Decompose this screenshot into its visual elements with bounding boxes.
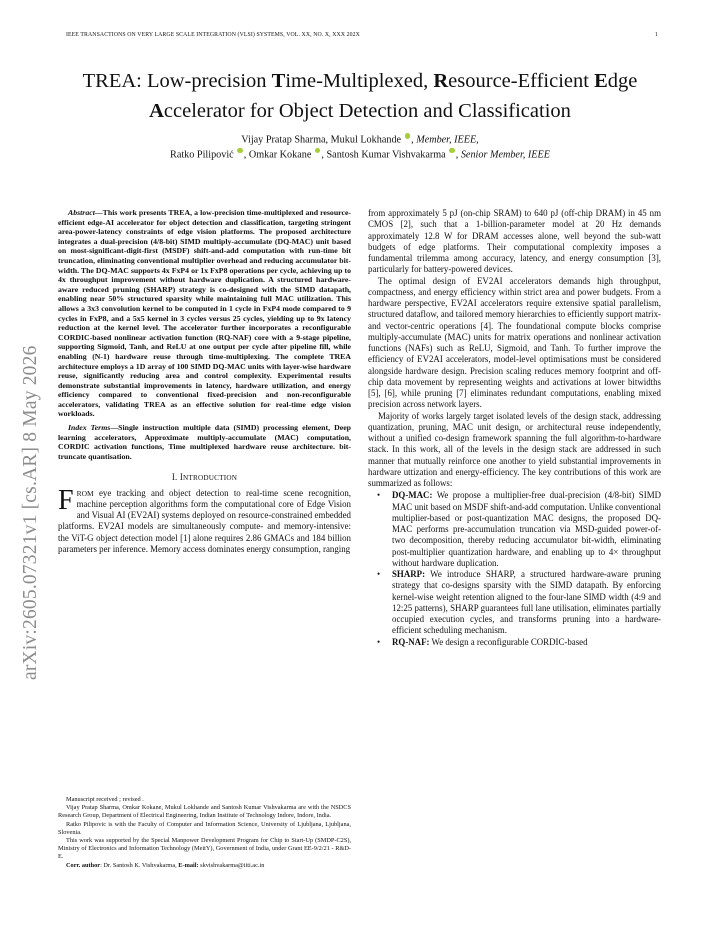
contributions-list (368, 490, 661, 648)
drop-cap: F (58, 484, 74, 516)
orcid-icon[interactable] (449, 148, 455, 154)
footnotes (58, 796, 351, 870)
orcid-icon[interactable] (405, 133, 411, 139)
abstract: Abstract—This work presents TREA, a low-precision time-multiplexed and resource-efficient edge-AI accelerator for object detection and classification, targeting stringent area-power-latency constraints of edge vision platforms. The proposed architecture integrates a dual-precision (4/8-bit) SIMD multiply-accumulate (DQ-MAC) unit based on most-significant-digit-first (MSDF) shift-and-add computation with run-time bit truncation, eliminating conventional multiplier overhead and reducing accumulator bit-width. The DQ-MAC supports 4x FxP4 or 1x FxP8 operations per cycle, achieving up to 4x throughput improvement without hardware duplication. A structured hardware-aware reduced pruning (SHARP) strategy is co-designed with the SIMD datapath, enabling near 50% structured sparsity while maintaining full MAC utilization. This allows a 3x3 convolution kernel to be computed in 1 cycle in FxP4 mode compared to 9 cycles in FxP8, and a 5x5 kernel in 3 cycles versus 25 cycles, yielding up to 9x latency reduction at the kernel level. The accelerator further incorporates a reconfigurable CORDIC-based nonlinear activation function (RQ-NAF) core with a 9-stage pipeline, supporting Sigmoid, Tanh, and ReLU at one output per cycle after pipeline fill, while enabling (N-1) hardware reuse through time-multiplexing. The complete TREA architecture employs a 1D array of 100 SIMD DQ-MAC units with layer-wise hardware reuse, significantly reducing area and control complexity. Experimental results demonstrate substantial improvements in latency, hardware utilization, and energy efficiency compared to conventional fixed-precision and non-reconfigurable accelerators, validating TREA as an effective solution for real-time edge vision workloads. (58, 208, 351, 419)
page-number: 1 (655, 32, 658, 38)
section-heading-introduction: I. INTRODUCTION (171, 472, 238, 483)
arxiv-stamp (0, 240, 42, 680)
footnote-affiliation-1: Vijay Pratap Sharma, Omkar Kokane, Mukul Lokhande and Santosh Kumar Vishvakarma are with the NSDCS Research Group, Department of Electrical Engineering, Indian Institute of Technology Indore, Indore, India. (58, 804, 351, 820)
author-line-2: Ratko Pilipović , Omkar Kokane , Santosh Kumar Vishvakarma , Senior Member, IEEE (170, 149, 550, 160)
list-item: • RQ-NAF: We design a reconfigurable CORDIC-based (368, 637, 661, 648)
running-header (66, 32, 658, 44)
journal-running-title: IEEE TRANSACTIONS ON VERY LARGE SCALE INTEGRATION (VLSI) SYSTEMS, VOL. XX, NO. X, XXX 202X (66, 32, 360, 38)
footnote-corresponding-author: Corr. author: Dr. Santosh K. Vishvakarma, E-mail: skvishvakarma@iiti.ac.in (66, 861, 265, 869)
paper-title: TREA: Low-precision Time-Multiplexed, Resource-Efficient Edge Accelerator for Object Detection and Classification (82, 70, 638, 122)
author-line-1: Vijay Pratap Sharma, Mukul Lokhande , Member, IEEE, (241, 134, 479, 146)
intro-paragraph: FROM eye tracking and object detection to real-time scene recognition, machine perception algorithms form the computational core of Edge Vision and Visual AI (EV2AI) systems deployed on resource-constrained embedded platforms. EV2AI models are simultaneously compute- and memory-intensive: the ViT-G object detection model [1] alone requires 2.86 GMACs and 184 billion parameters per inference. Memory access dominates energy consumption, ranging (58, 484, 351, 554)
footnote-funding: This work was supported by the Special Manpower Development Program for Chip to Start-Up (SMDP-C2S), Ministry of Electronics and Information Technology (MeitY), Government of India, under Grant EE-9/2/21 - R&D-E. (58, 837, 351, 861)
footnote-manuscript: Manuscript received ; revised . (66, 796, 144, 803)
author-email[interactable]: skvishvakarma@iiti.ac.in (198, 861, 265, 869)
arxiv-identifier[interactable]: arXiv:2605.07321v1 [cs.AR] 8 May 2026 (20, 345, 41, 680)
right-column (368, 208, 661, 648)
author-list (60, 133, 660, 162)
body-paragraph-1: from approximately 5 pJ (on-chip SRAM) to 640 pJ (off-chip DRAM) in 45 nm CMOS [2], such that a 1-billion-parameter model at 20 Hz demands approximately 12.8 W for DRAM accesses alone, well beyond the sub-watt budgets of edge platforms. Their computational complexity imposes a fundamental trilemma among accuracy, latency, and energy consumption [3], particularly for battery-powered devices. (368, 208, 661, 275)
body-paragraph-3: Majority of works largely target isolated levels of the design stack, addressing quantization, pruning, MAC unit design, or architectural reuse independently, without a unified co-design framework spanning the full algorithm-to-hardware stack. In this work, all of the levels in the design stack are addressed in such manner that mutually reinforce one another to yield substantial improvements in hardware uttization and energy-efficiency. The key contributions of this work are summarized as follows: (368, 410, 661, 488)
index-terms: Index Terms—Single instruction multiple data (SIMD) processing element, Deep learning accelerators, Approximate multiply-accumulate (MAC) computation, CORDIC activation functions, Time multiplexed hardware reuse architecture. bit-truncate quantisation. (58, 423, 351, 461)
orcid-icon[interactable] (237, 148, 243, 154)
list-item: • SHARP: We introduce SHARP, a structured hardware-aware pruning strategy that co-designs sparsity with the SIMD datapath. By enforcing kernel-wise weight retention aligned to the four-lane SIMD width (4:9 and 12:25 patterns), SHARP guarantees full lane utilisation, eliminates partially occupied execution cycles, and transforms pruning into a hardware-efficient scheduling mechanism. (368, 569, 661, 637)
body-paragraph-2: The optimal design of EV2AI accelerators demands high throughput, compactness, and energy efficiency within strict area and power budgets. From a hardware perspective, EV2AI accelerators require extensive spatial parallelism, structured dataflow, and tailored memory hierarchies to efficiently support matrix- and vector-centric operations [4]. The foundational compute blocks comprise multiply-accumulate (MAC) units for matrix operations and nonlinear activation functions (NAFs) such as ReLU, Sigmoid, and Tanh. To further improve the efficiency of EV2AI accelerators, model-level optimisations must be considered alongside hardware design. Precision scaling reduces memory footprint and off-chip data movement by representing weights and activations at lower bitwidths [5], [6], while pruning [7] eliminates redundant computations, enabling mixed precision across network layers. (368, 275, 661, 410)
orcid-icon[interactable] (315, 148, 321, 154)
list-item: • DQ-MAC: We propose a multiplier-free dual-precision (4/8-bit) SIMD MAC unit based on MSDF shift-and-add computation. Unlike conventional multiplier-based or post-quantization MAC designs, the proposed DQ-MAC performs pre-accumulation truncation via MSD-guided power-of-two decomposition, thereby reducing accumulator bit-width, eliminating post-multiplier quantization hardware, and enabling up to 4× throughput without hardware duplication. (368, 490, 661, 569)
footnote-affiliation-2: Ratko Pilipovic is with the Faculty of Computer and Information Science, University of Ljubljana, Ljubljana, Slovenia. (58, 820, 351, 836)
left-column (58, 208, 351, 555)
